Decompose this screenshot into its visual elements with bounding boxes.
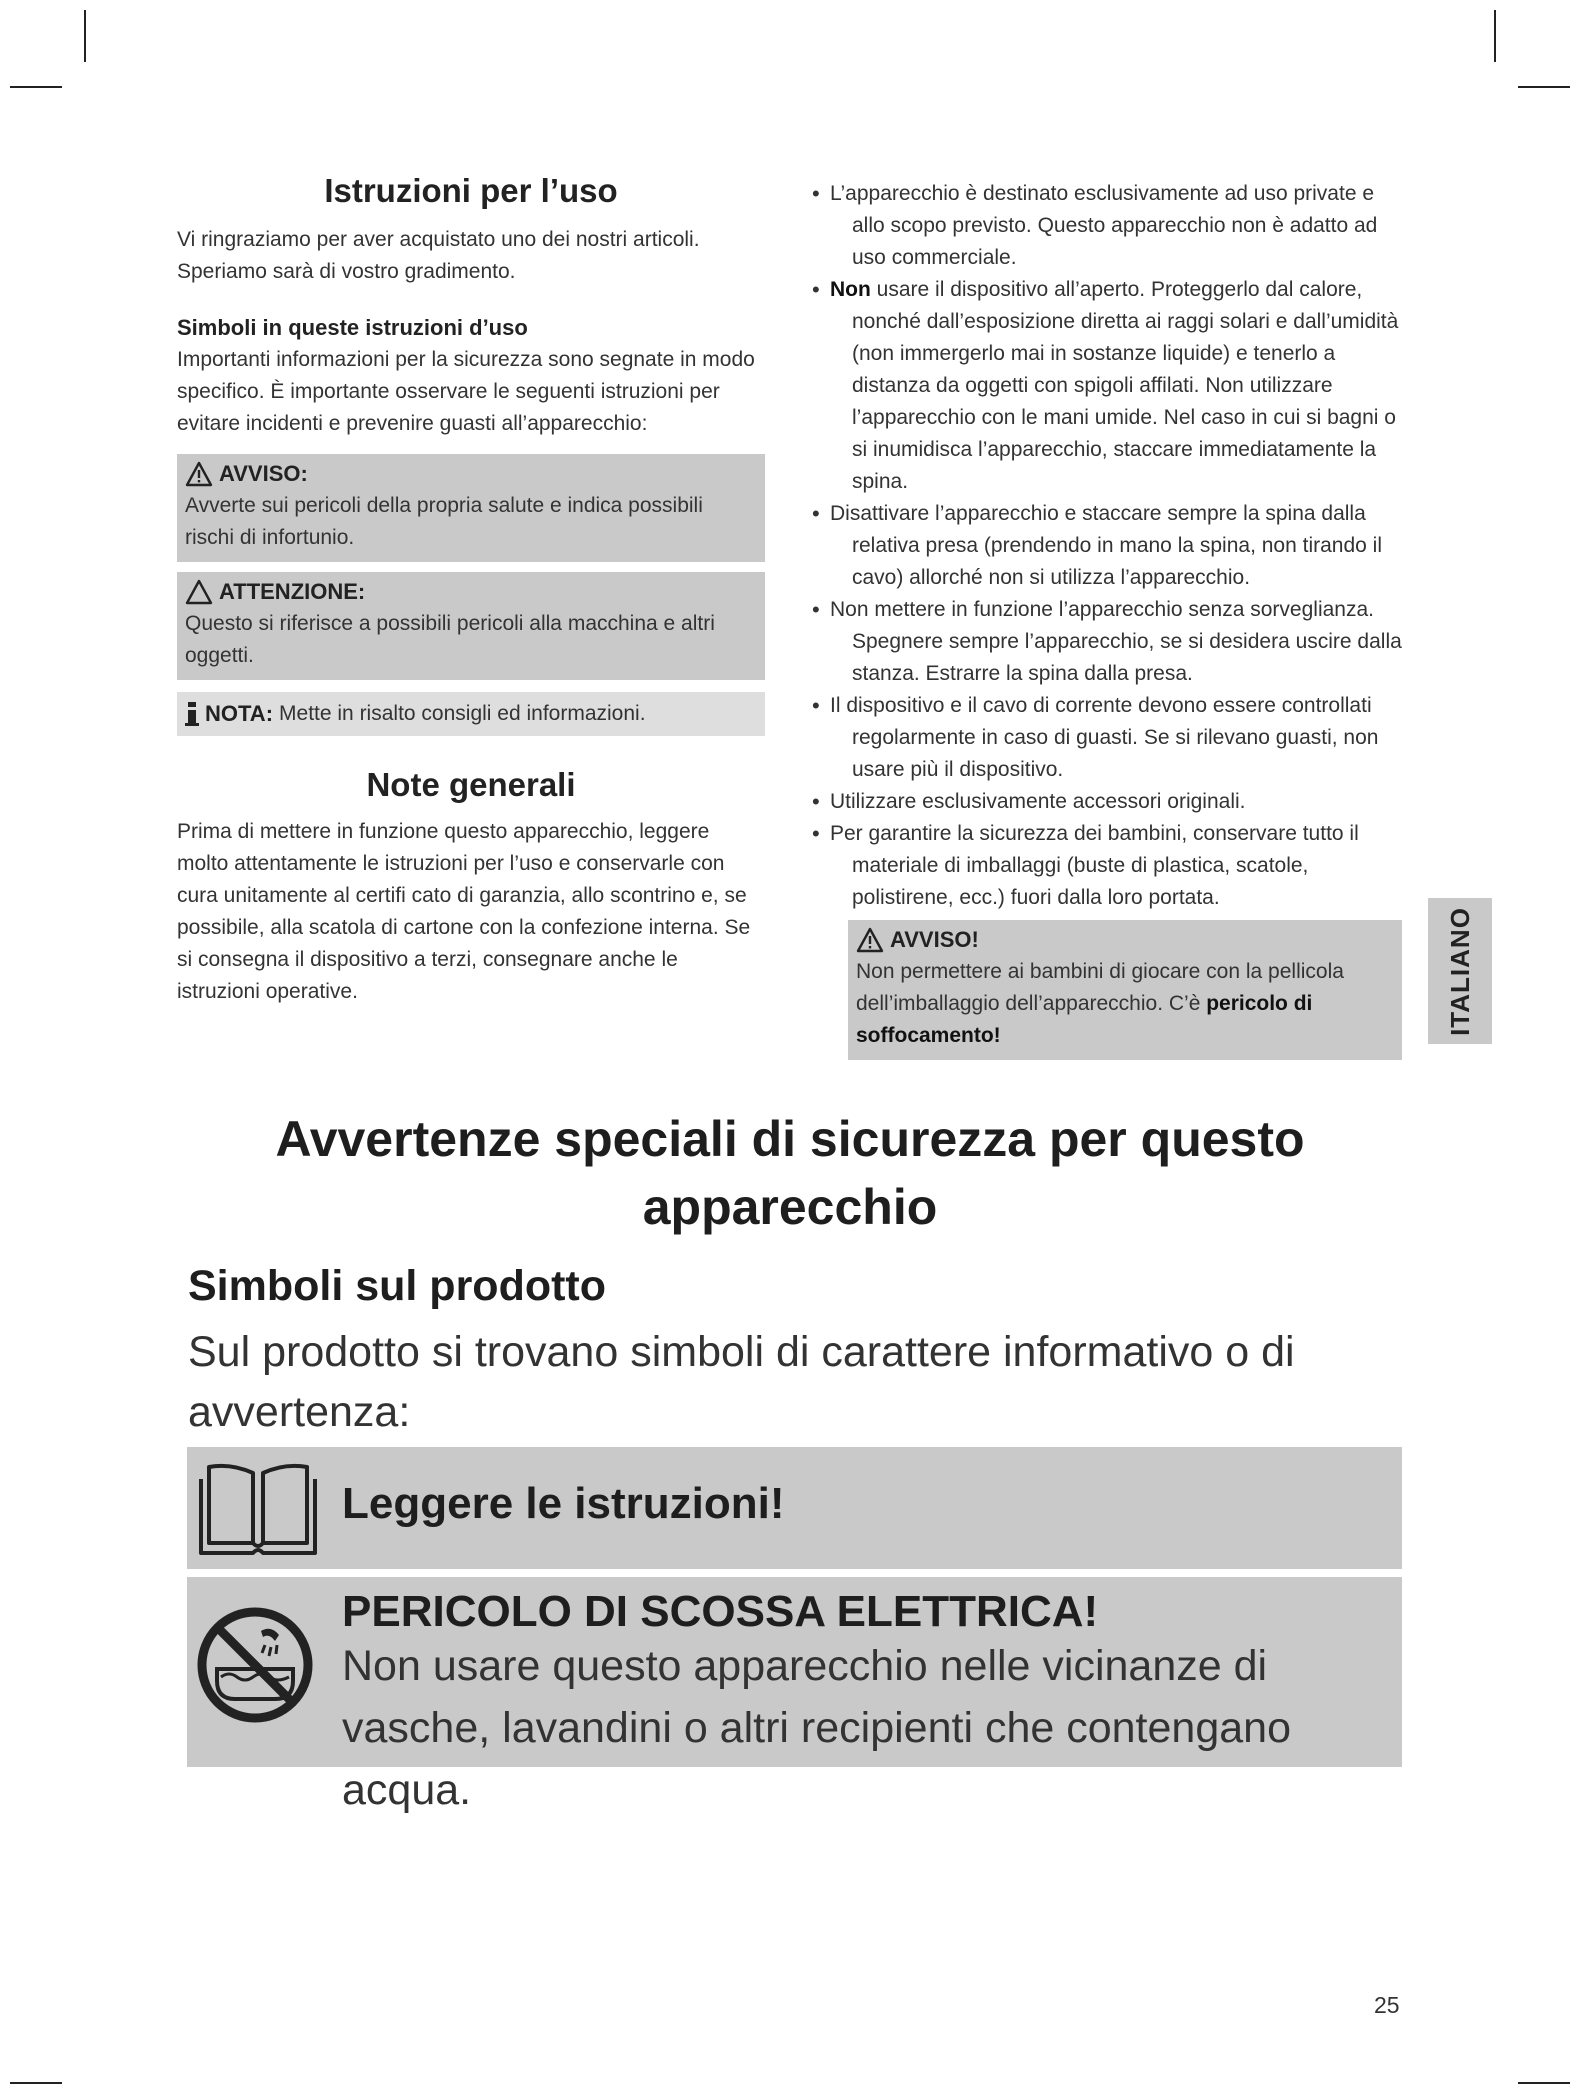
list-item: • Non mettere in funzione l’apparecchio senza sorveglianza. Spegnere sempre l’apparecchio, se si desidera uscire dalla stanza. Estrarre la spina dalla presa. <box>812 594 1402 690</box>
page-number: 25 <box>1374 1992 1400 2018</box>
child-warning-box <box>848 920 1402 1060</box>
attenzione-title: ATTENZIONE: <box>219 579 366 604</box>
left-column <box>177 172 765 1008</box>
crop-mark <box>10 86 62 88</box>
crop-mark <box>84 10 86 62</box>
symbols-intro: Importanti informazioni per la sicurezza sono segnate in modo specifico. È importante osservare le seguenti istruzioni per evitare incidenti e prevenire guasti all’apparecchio: <box>177 348 755 435</box>
crop-mark <box>1518 86 1570 88</box>
special-warnings-title: Avvertenze speciali di sicurezza per questo apparecchio <box>275 1111 1305 1235</box>
child-warning-bold: pericolo di soffocamento! <box>856 992 1313 1047</box>
list-item: • Per garantire la sicurezza dei bambini, conservare tutto il materiale di imballaggi (buste di plastica, scatole, polistirene, ecc.) fuori dalla loro portata. <box>812 818 1402 914</box>
warning-triangle-icon <box>185 461 213 487</box>
symbols-heading: Simboli in queste istruzioni d’uso <box>177 315 528 340</box>
right-column <box>812 178 1402 1060</box>
thanks-text: Vi ringraziamo per aver acquistato uno dei nostri articoli. Speriamo sarà di vostro gradimento. <box>177 228 700 283</box>
list-item: • Il dispositivo e il cavo di corrente devono essere controllati regolarmente in caso di guasti. Se si rilevano guasti, non usare più il dispositivo. <box>812 690 1402 786</box>
product-symbols-intro: Sul prodotto si trovano simboli di carattere informativo o di avvertenza: <box>188 1328 1295 1436</box>
crop-mark <box>1518 2082 1570 2084</box>
general-notes-title: Note generali <box>366 766 576 803</box>
general-notes-text: Prima di mettere in funzione questo apparecchio, leggere molto attentamente le istruzioni per l’uso e conservarle con cura unitamente al certifi cato di garanzia, allo scontrino e, se possibile, alla scatola di cartone con la confezione interna. Se si consegna il dispositivo a terzi, consegnare anche le istruzioni operative. <box>177 820 751 1003</box>
language-tab: ITALIANO <box>1428 898 1492 1044</box>
list-item: • Non usare il dispositivo all’aperto. Proteggerlo dal calore, nonché dall’esposizione diretta ai raggi solari e dall’umidità (non immergerlo mai in sostanze liquide) e tenerlo a distanza da oggetti con spigoli affilati. Non utilizzare l’apparecchio con le mani umide. Nel caso in cui si bagni o si inumidisca l’apparecchio, staccare immediatamente la spina. <box>812 274 1402 498</box>
nota-box <box>177 692 765 736</box>
attenzione-text: Questo si riferisce a possibili pericoli alla macchina e altri oggetti. <box>185 612 715 667</box>
electric-shock-band <box>187 1577 1402 1814</box>
instructions-title: Istruzioni per l’uso <box>324 172 618 209</box>
list-item: • Disattivare l’apparecchio e staccare sempre la spina dalla relativa presa (prendendo in mano la spina, non tirando il cavo) allorché non si utilizza l’apparecchio. <box>812 498 1402 594</box>
avviso-title: AVVISO: <box>219 461 308 486</box>
read-instructions-band <box>187 1447 1402 1569</box>
safety-list <box>812 178 1402 914</box>
child-warning-text: Non permettere ai bambini di giocare con la pellicola dell’imballaggio dell’apparecchio. C’è <box>856 960 1344 1015</box>
list-item: • L’apparecchio è destinato esclusivamente ad uso private e allo scopo previsto. Questo apparecchio non è adatto ad uso commerciale. <box>812 178 1402 274</box>
warning-triangle-icon <box>185 579 213 605</box>
shock-text: Non usare questo apparecchio nelle vicinanze di vasche, lavandini o altri recipienti che contengano acqua. <box>342 1642 1291 1814</box>
nota-label: NOTA: <box>205 701 274 726</box>
avviso-text: Avverte sui pericoli della propria salute e indica possibili rischi di infortunio. <box>185 494 703 549</box>
child-warning-title: AVVISO! <box>890 927 979 952</box>
list-item: • Utilizzare esclusivamente accessori originali. <box>812 786 1402 818</box>
nota-text: Mette in risalto consigli ed informazioni. <box>279 702 646 725</box>
read-instructions-label: Leggere le istruzioni! <box>342 1479 785 1528</box>
crop-mark <box>1494 10 1496 62</box>
avviso-box <box>177 454 765 562</box>
shock-title: PERICOLO DI SCOSSA ELETTRICA! <box>342 1587 1099 1636</box>
product-symbols-title: Simboli sul prodotto <box>188 1262 607 1310</box>
info-icon <box>185 701 199 727</box>
attenzione-box <box>177 572 765 680</box>
warning-triangle-icon <box>856 927 884 953</box>
book-icon <box>197 1459 319 1557</box>
crop-mark <box>10 2082 62 2084</box>
no-water-icon <box>195 1605 315 1725</box>
